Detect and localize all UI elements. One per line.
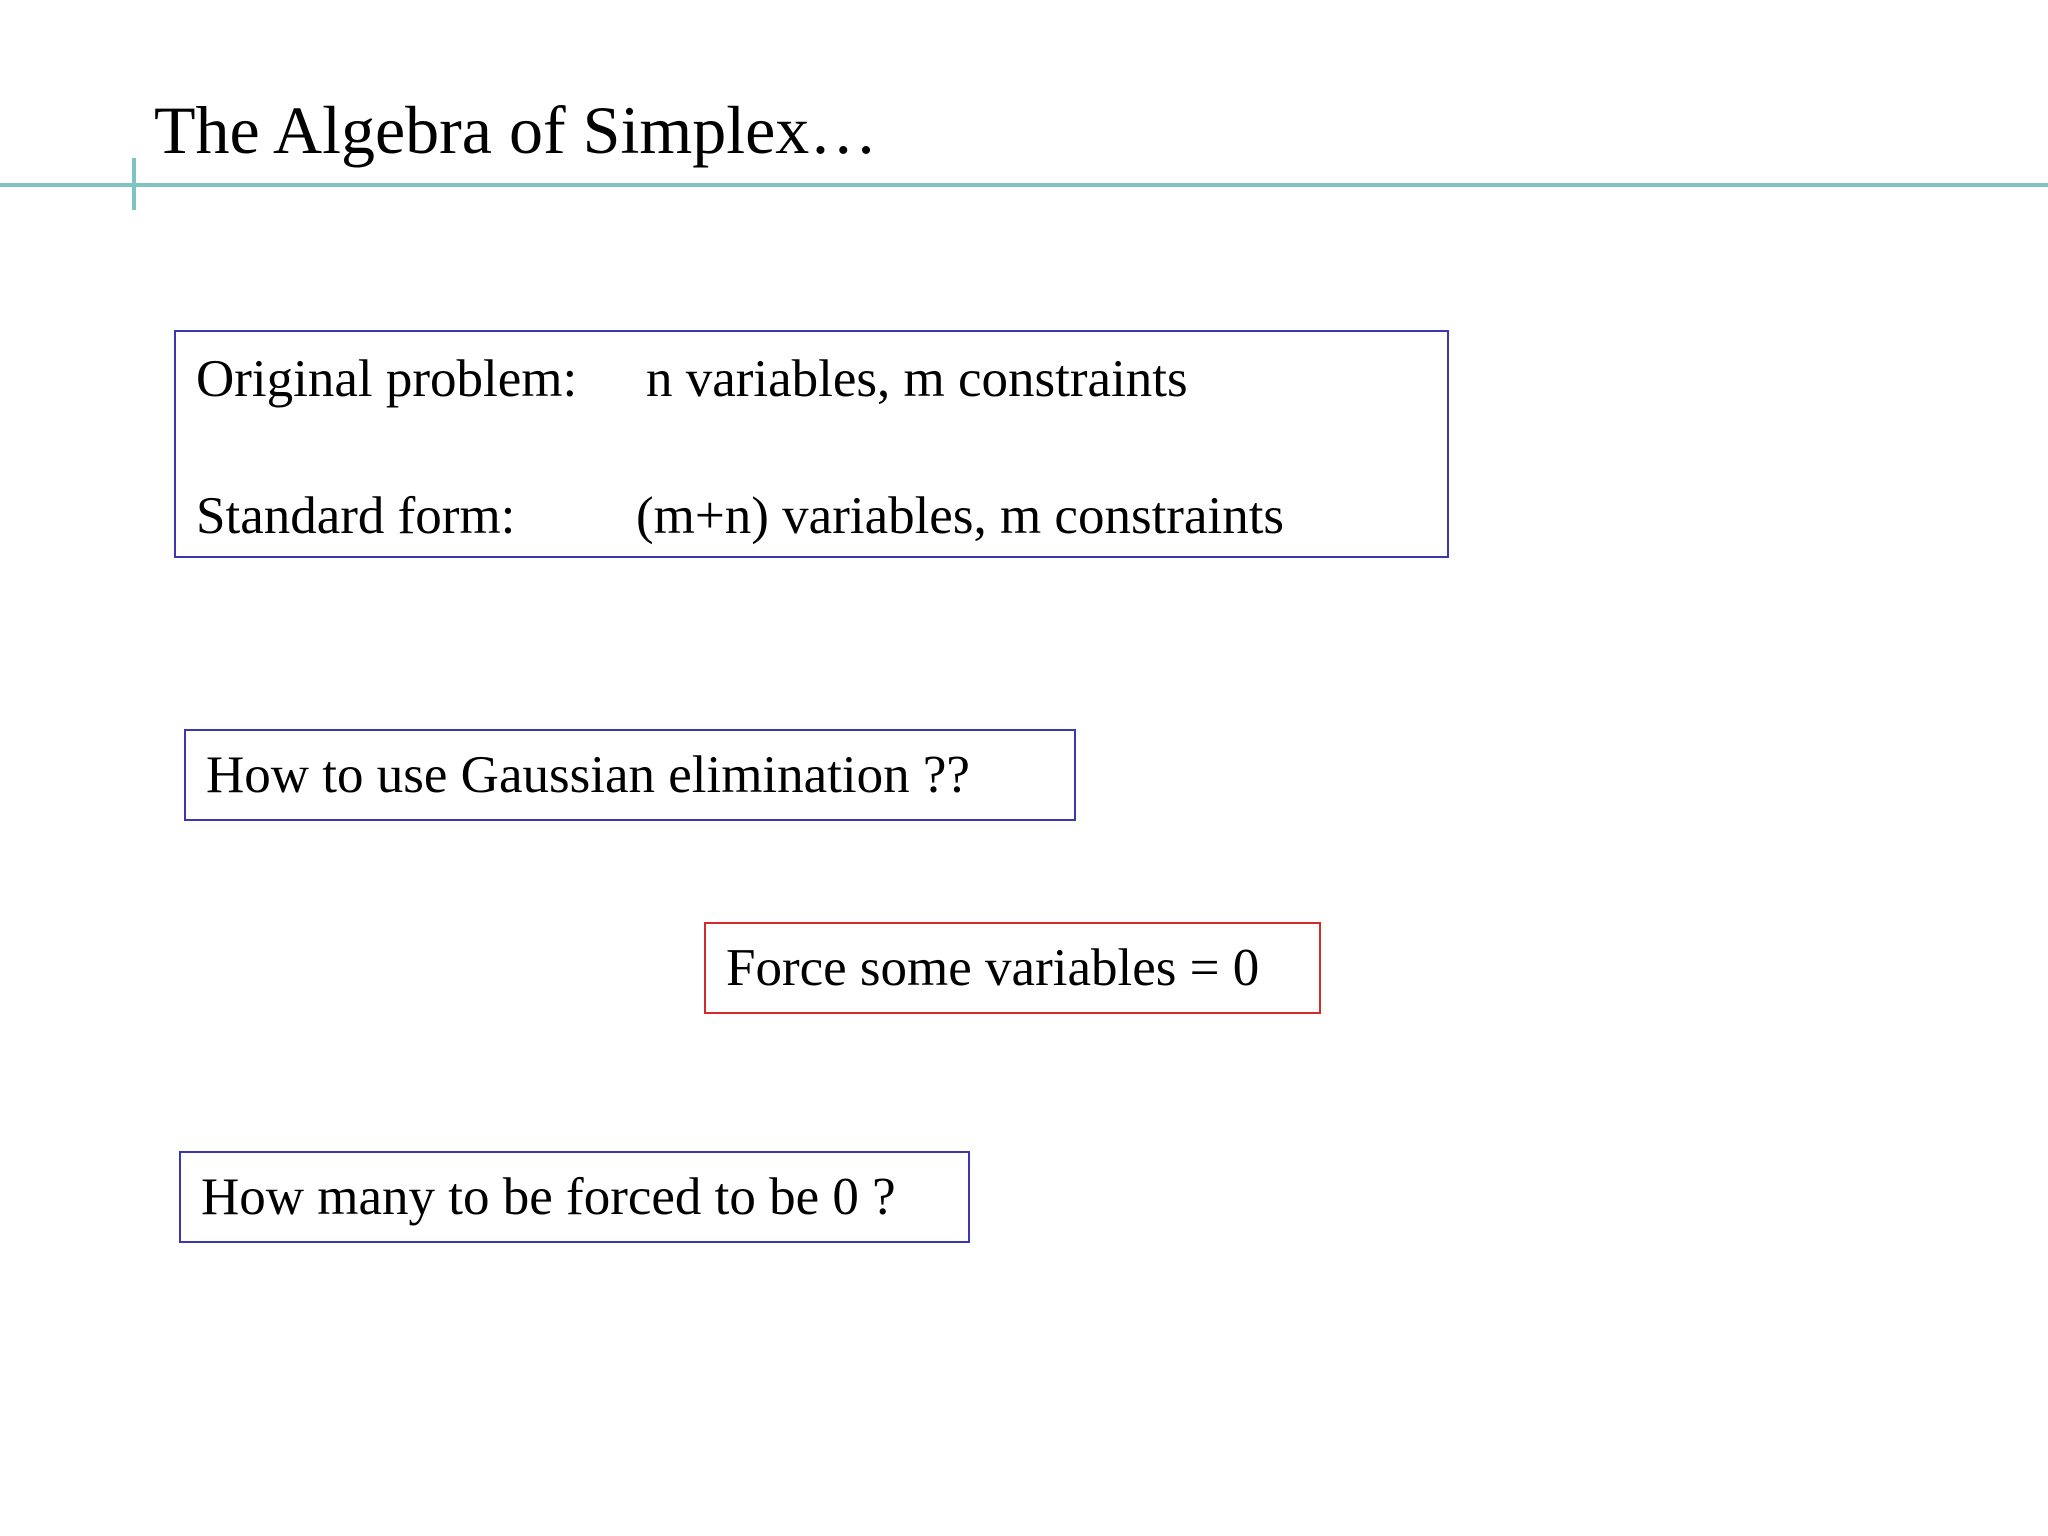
original-problem-label: Original problem: [196,350,578,408]
standard-form-label: Standard form: [196,487,516,545]
original-problem-value: n variables, m constraints [646,350,1188,408]
standard-form-value: (m+n) variables, m constraints [636,487,1285,545]
title-underline [0,183,2048,187]
problem-size-box [174,330,1449,558]
how-many-forced-box [179,1151,970,1243]
title-tick-mark [132,158,136,210]
gaussian-elimination-text: How to use Gaussian elimination ?? [206,746,970,804]
force-variables-text: Force some variables = 0 [726,939,1260,997]
force-variables-box [704,922,1321,1014]
gaussian-elimination-box [184,729,1076,821]
slide-title: The Algebra of Simplex… [154,92,878,168]
how-many-forced-text: How many to be forced to be 0 ? [201,1168,896,1226]
